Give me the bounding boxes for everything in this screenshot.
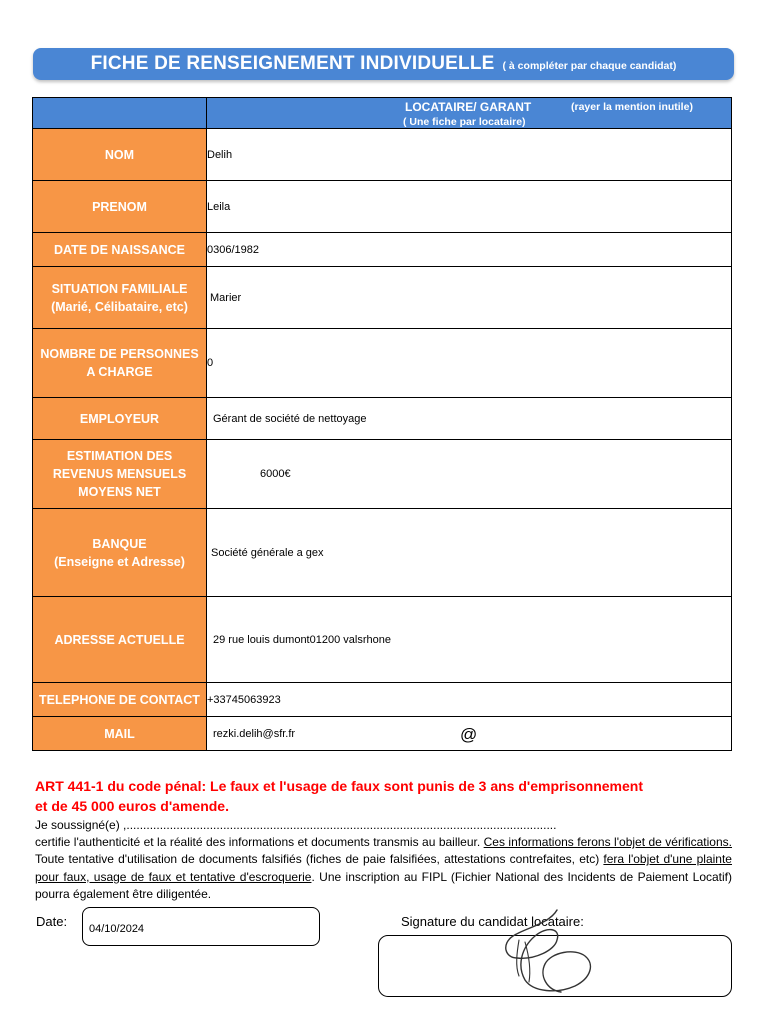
info-table bbox=[32, 97, 732, 751]
legal-warning-line-1: ART 441-1 du code pénal: Le faux et l'usage de faux sont punis de 3 ans d'emprisonnement bbox=[35, 778, 644, 794]
row-telephone bbox=[33, 683, 732, 717]
label-banque-line-1: BANQUE bbox=[92, 536, 147, 551]
at-symbol: @ bbox=[460, 725, 478, 744]
field-nom[interactable]: Delih bbox=[207, 129, 732, 181]
table-header-cell bbox=[207, 98, 732, 129]
label-situation-line-1: SITUATION FAMILIALE bbox=[51, 281, 188, 296]
row-employeur bbox=[33, 398, 732, 440]
form-title-banner bbox=[33, 48, 734, 80]
table-header-blank-cell bbox=[33, 98, 207, 129]
role-note: (rayer la mention inutile) bbox=[571, 101, 693, 113]
signature-scribble bbox=[495, 906, 605, 998]
certification-text-4: fera l'objet d'une plainte pour faux, usage de faux et tentative d'escroquerie bbox=[35, 852, 732, 884]
role-subheading: ( Une fiche par locataire) bbox=[403, 116, 526, 128]
date-label: Date: bbox=[36, 914, 68, 929]
certification-text-1: certifie l'authenticité et la réalité des informations et documents transmis au bailleur. bbox=[35, 835, 484, 850]
label-telephone: TELEPHONE DE CONTACT bbox=[33, 683, 207, 717]
soussigne-line: Je soussigné(e) ,................................................................................................................................. bbox=[35, 818, 557, 832]
field-banque[interactable]: Société générale a gex bbox=[207, 509, 732, 597]
label-banque bbox=[33, 509, 207, 597]
field-employeur[interactable]: Gérant de société de nettoyage bbox=[207, 398, 732, 440]
label-personnes-line-2: A CHARGE bbox=[86, 365, 153, 379]
label-mail: MAIL bbox=[33, 717, 207, 751]
field-date-naissance[interactable]: 0306/1982 bbox=[207, 233, 732, 267]
signature-label: Signature du candidat locataire: bbox=[401, 914, 584, 929]
row-adresse bbox=[33, 597, 732, 683]
label-revenus bbox=[33, 440, 207, 509]
label-personnes-a-charge bbox=[33, 329, 207, 398]
field-prenom[interactable]: Leila bbox=[207, 181, 732, 233]
label-revenus-line-3: MOYENS NET bbox=[78, 485, 161, 499]
legal-warning bbox=[35, 776, 735, 816]
legal-warning-line-2: et de 45 000 euros d'amende. bbox=[35, 798, 229, 814]
field-telephone[interactable]: +33745063923 bbox=[207, 683, 732, 717]
row-personnes-a-charge bbox=[33, 329, 732, 398]
date-value: 04/10/2024 bbox=[89, 923, 145, 935]
certification-paragraph bbox=[35, 817, 732, 903]
form-title: FICHE DE RENSEIGNEMENT INDIVIDUELLE bbox=[90, 53, 495, 74]
row-prenom bbox=[33, 181, 732, 233]
field-personnes-a-charge[interactable]: 0 bbox=[207, 329, 732, 398]
label-banque-line-2: (Enseigne et Adresse) bbox=[54, 554, 185, 569]
label-personnes-line-1: NOMBRE DE PERSONNES bbox=[40, 347, 199, 361]
field-situation-familiale[interactable]: Marier bbox=[207, 267, 732, 329]
label-adresse: ADRESSE ACTUELLE bbox=[33, 597, 207, 683]
certification-text-2: Ces informations ferons l'objet de vérifications. bbox=[483, 835, 732, 850]
table-header-row bbox=[33, 98, 732, 129]
certification-text-3: Toute tentative d'utilisation de documents falsifiés (fiches de paie falsifiées, attestations contrefaites, etc) bbox=[35, 852, 604, 867]
label-prenom: PRENOM bbox=[33, 181, 207, 233]
label-revenus-line-1: ESTIMATION DES bbox=[66, 449, 173, 463]
certification-text-5: . Une inscription au FIPL (Fichier National des Incidents de Paiement Locatif) pourra également être diligentée. bbox=[35, 869, 732, 901]
form-subtitle: ( à compléter par chaque candidat) bbox=[502, 60, 677, 72]
row-nom bbox=[33, 129, 732, 181]
label-situation-line-2: (Marié, Célibataire, etc) bbox=[51, 299, 188, 314]
row-mail bbox=[33, 717, 732, 751]
row-situation-familiale bbox=[33, 267, 732, 329]
label-employeur: EMPLOYEUR bbox=[33, 398, 207, 440]
label-situation-familiale bbox=[33, 267, 207, 329]
label-revenus-line-2: REVENUS MENSUELS bbox=[52, 467, 187, 481]
label-nom: NOM bbox=[33, 129, 207, 181]
field-mail[interactable]: rezki.delih@sfr.fr bbox=[207, 717, 732, 751]
label-date-naissance: DATE DE NAISSANCE bbox=[33, 233, 207, 267]
row-date-naissance bbox=[33, 233, 732, 267]
field-adresse[interactable]: 29 rue louis dumont01200 valsrhone bbox=[207, 597, 732, 683]
row-banque bbox=[33, 509, 732, 597]
date-field[interactable] bbox=[82, 907, 320, 946]
role-heading: LOCATAIRE/ GARANT bbox=[405, 100, 532, 114]
field-revenus[interactable]: 6000€ bbox=[207, 440, 732, 509]
row-revenus bbox=[33, 440, 732, 509]
certification-text bbox=[35, 834, 732, 903]
